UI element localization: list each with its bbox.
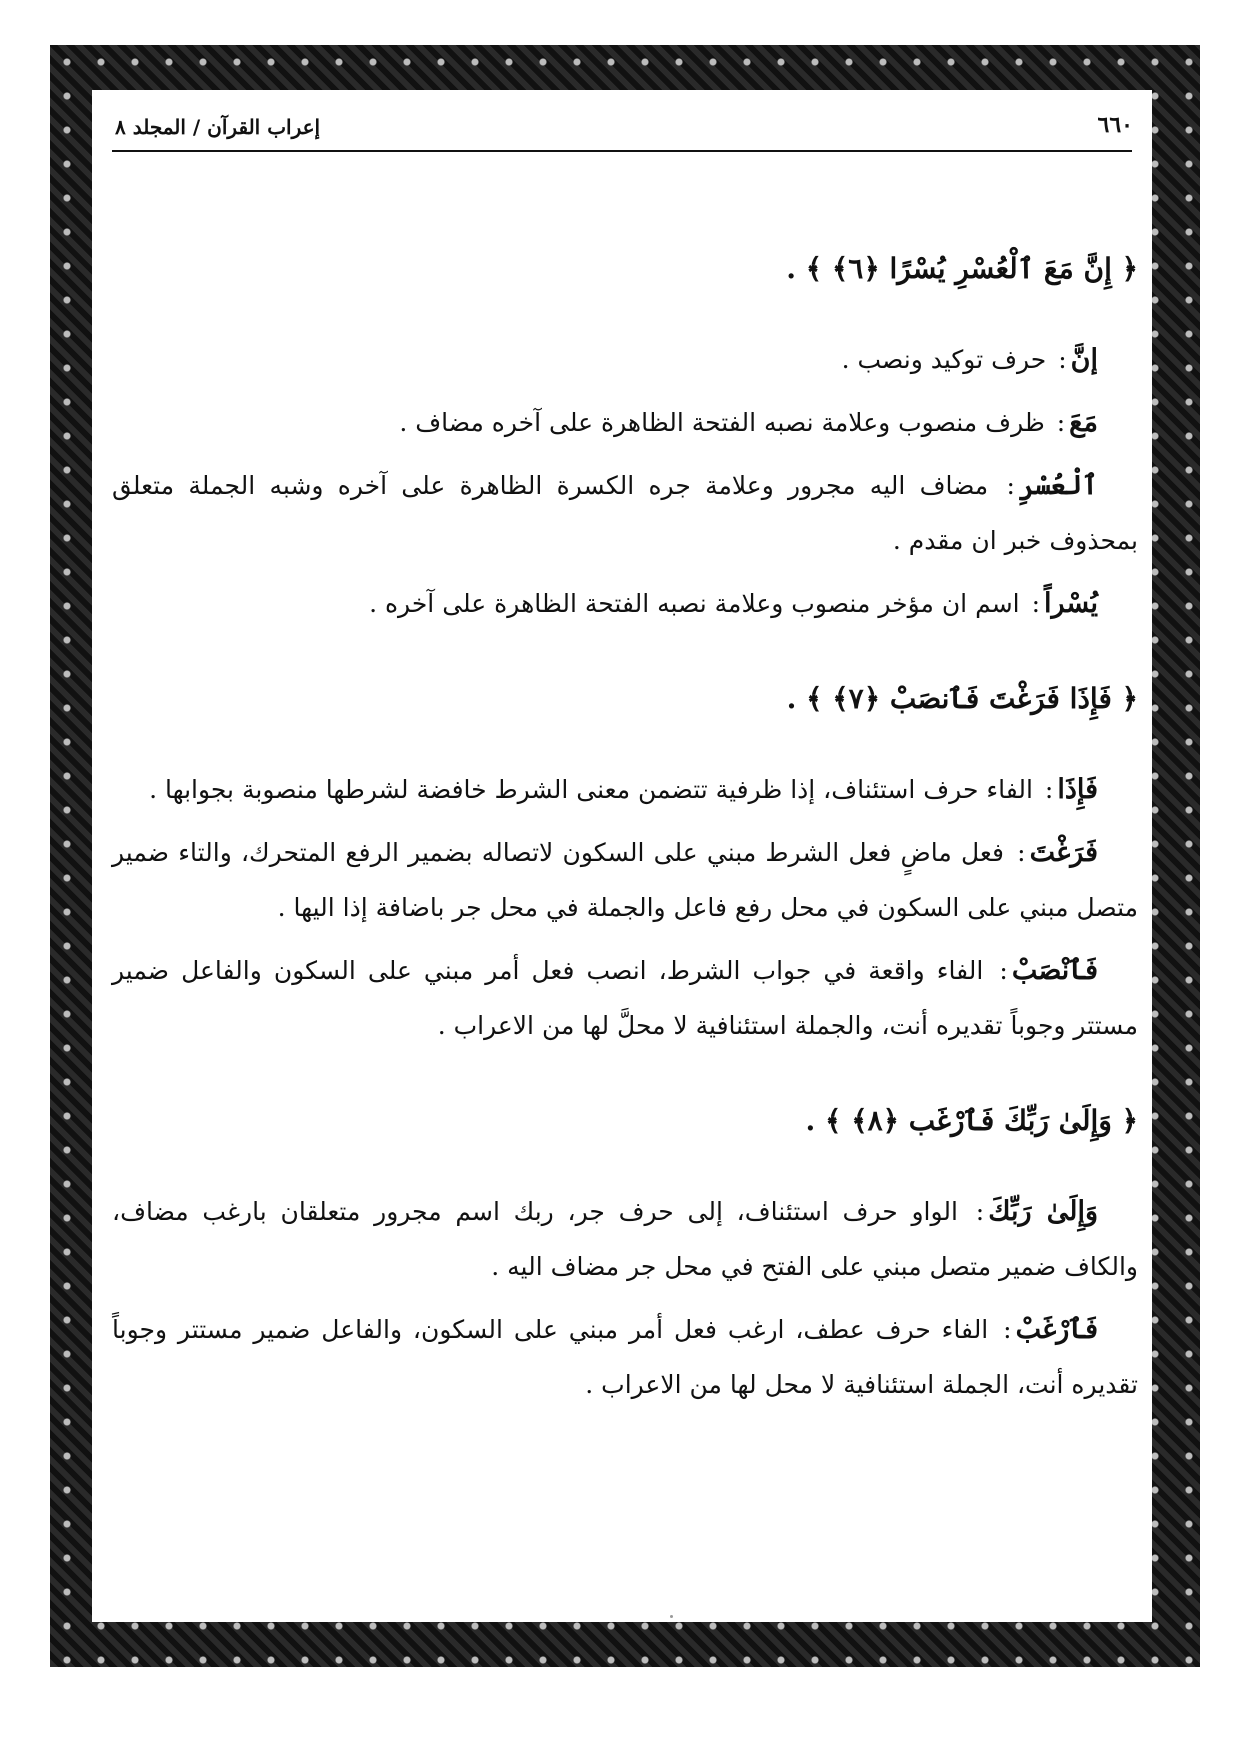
entry: فَإِذَا: الفاء حرف استئناف، إذا ظرفية تتضمن معنى الشرط خافضة لشرطها منصوبة بجوابها . [149, 774, 1098, 805]
entry-term: مَعَ [1069, 407, 1098, 438]
header-title: إعراب القرآن / المجلد ٨ [115, 115, 321, 139]
entry-term: إنَّ [1070, 344, 1098, 375]
entry-text: ظرف منصوب وعلامة نصبه الفتحة الظاهرة على آخره مضاف . [399, 408, 1045, 437]
entry: إنَّ: حرف توكيد ونصب . [841, 344, 1098, 375]
entry-text: مضاف اليه مجرور وعلامة جره الكسرة الظاهرة على آخره وشبه الجملة متعلق بمحذوف خبر ان مقدم . [112, 471, 1138, 555]
entry: ٱلْعُسْرِ: مضاف اليه مجرور وعلامة جره الكسرة الظاهرة على آخره وشبه الجملة متعلق بمحذوف خبر ان مقدم . [112, 470, 1138, 555]
entry-term: فَٱرْغَبْ [1015, 1314, 1099, 1345]
entry: مَعَ: ظرف منصوب وعلامة نصبه الفتحة الظاهرة على آخره مضاف . [399, 407, 1098, 438]
entry-text: الفاء واقعة في جواب الشرط، انصب فعل أمر مبني على السكون والفاعل ضمير مستتر وجوباً تقديره أنت، والجملة استئنافية لا محلَّ لها من الاعراب . [112, 956, 1138, 1040]
main-content [112, 225, 1138, 1420]
footer-mark [670, 1615, 673, 1618]
entry-term: يُسْراً [1044, 588, 1098, 619]
entry-text: الفاء حرف استئناف، إذا ظرفية تتضمن معنى الشرط خافضة لشرطها منصوبة بجوابها . [149, 775, 1033, 804]
entry-text: الفاء حرف عطف، ارغب فعل أمر مبني على السكون، والفاعل ضمير مستتر وجوباً تقديره أنت، الجملة استئنافية لا محل لها من الاعراب . [112, 1315, 1138, 1399]
header-rule [112, 150, 1132, 152]
entry-term: وَإِلَىٰ رَبِّكَ [988, 1196, 1098, 1227]
entry: فَٱنْصَبْ: الفاء واقعة في جواب الشرط، انصب فعل أمر مبني على السكون والفاعل ضمير مستتر وجوباً تقديره أنت، والجملة استئنافية لا محلَّ لها من الاعراب . [112, 955, 1138, 1040]
entry: فَرَغْتَ: فعل ماضٍ فعل الشرط مبني على السكون لاتصاله بضمير الرفع المتحرك، والتاء ضمير متصل مبني على السكون في محل رفع فاعل والجملة في محل جر باضافة إذا اليها . [112, 837, 1138, 922]
entry: فَٱرْغَبْ: الفاء حرف عطف، ارغب فعل أمر مبني على السكون، والفاعل ضمير مستتر وجوباً تقديره أنت، الجملة استئنافية لا محل لها من الاعراب . [112, 1314, 1138, 1399]
entry-term: فَرَغْتَ [1029, 837, 1098, 868]
page-number: ٦٦٠ [1097, 112, 1133, 138]
entry-text: الواو حرف استئناف، إلى حرف جر، ربك اسم مجرور متعلقان بارغب مضاف، والكاف ضمير متصل مبني على الفتح في محل جر مضاف اليه . [112, 1197, 1138, 1281]
entry: وَإِلَىٰ رَبِّكَ: الواو حرف استئناف، إلى حرف جر، ربك اسم مجرور متعلقان بارغب مضاف، والكاف ضمير متصل مبني على الفتح في محل جر مضاف اليه . [112, 1196, 1138, 1281]
entry-text: فعل ماضٍ فعل الشرط مبني على السكون لاتصاله بضمير الرفع المتحرك، والتاء ضمير متصل مبني على السكون في محل رفع فاعل والجملة في محل جر باضافة إذا اليها . [112, 838, 1138, 922]
verse-8: ﴿ وَإِلَىٰ رَبِّكَ فَٱرْغَب ﴿٨﴾ ﴾ . [805, 1104, 1138, 1137]
verse-7: ﴿ فَإِذَا فَرَغْتَ فَٱنصَبْ ﴿٧﴾ ﴾ . [786, 682, 1138, 715]
entry-term: فَٱنْصَبْ [1011, 955, 1098, 986]
verse-6: ﴿ إِنَّ مَعَ ٱلْعُسْرِ يُسْرًا ﴿٦﴾ ﴾ . [786, 252, 1138, 285]
entry-text: اسم ان مؤخر منصوب وعلامة نصبه الفتحة الظاهرة على آخره . [369, 589, 1020, 618]
entry-text: حرف توكيد ونصب . [841, 345, 1047, 374]
entry: يُسْراً: اسم ان مؤخر منصوب وعلامة نصبه الفتحة الظاهرة على آخره . [369, 588, 1098, 619]
entry-term: ٱلْعُسْرِ [1018, 470, 1098, 501]
entry-term: فَإِذَا [1057, 774, 1098, 805]
